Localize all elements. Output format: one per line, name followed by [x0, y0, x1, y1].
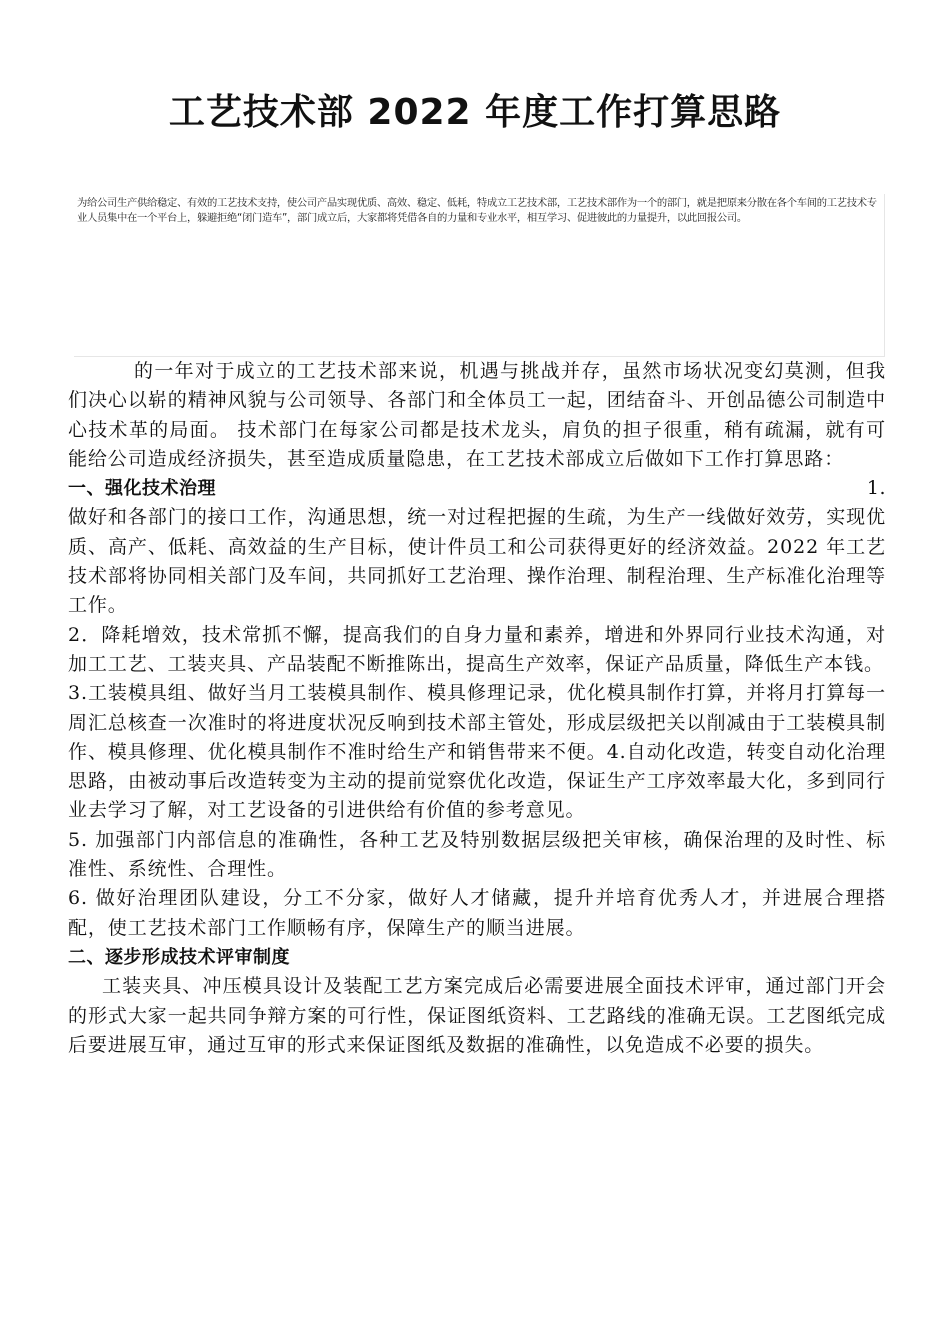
section2-heading-row [68, 943, 886, 972]
section1-item5: 5. 加强部门内部信息的准确性，各种工艺及特别数据层级把关审核，确保治理的及时性、标准性、系统性、合理性。 [68, 828, 886, 881]
section1-item3-4: 3.工装模具组、做好当月工装模具制作、模具修理记录，优化模具制作打算，并将月打算每一周汇总核查一次准时的将进度状况反响到技术部主管处，形成层级把关以削减由于工装模具制作、模具修理、优化模具制作不准时给生产和销售带来不便。4.自动化改造，转变自动化治理思路，由被动事后改造转变为主动的提前觉察优化改造，保证生产工序效率最大化，多到同行业去学习了解，对工艺设备的引进供给有价值的参考意见。 [68, 682, 886, 822]
section1-heading-row [68, 474, 886, 503]
opening-paragraph: 的一年对于成立的工艺技术部来说，机遇与挑战并存，虽然市场状况变幻莫测，但我们决心以崭的精神风貌与公司领导、各部门和全体员工一起，团结奋斗、开创品德公司制造中心技术革的局面。 技术部门在每家公司都是技术龙头，肩负的担子很重，稍有疏漏，就有可能给公司造成经济损失，甚至造成质量隐患，在工艺技术部成立后做如下工作打算思路： [68, 360, 886, 470]
intro-text-box [74, 194, 885, 357]
section2-paragraph: 工装夹具、冲压模具设计及装配工艺方案完成后必需要进展全面技术评审，通过部门开会的形式大家一起共同争辩方案的可行性，保证图纸资料、工艺路线的准确无误。工艺图纸完成后要进展互审，通过互审的形式来保证图纸及数据的准确性，以免造成不必要的损失。 [68, 975, 886, 1056]
intro-paragraph: 为给公司生产供给稳定、有效的工艺技术支持，使公司产品实现优质、高效、稳定、低耗，特成立工艺技术部，工艺技术部作为一个的部门，就是把原来分散在各个车间的工艺技术专业人员集中在一个平台上，躲避拒绝“闭门造车”，部门成立后，大家都将凭借各自的力量和专业水平，相互学习、促进彼此的力量提升，以此回报公司。 [77, 197, 877, 224]
section1-item1: 做好和各部门的接口工作，沟通思想，统一对过程把握的生疏，为生产一线做好效劳，实现优质、高产、低耗、高效益的生产目标，使计件员工和公司获得更好的经济效益。2022 年工艺技术部将协同相关部门及车间，共同抓好工艺治理、操作治理、制程治理、生产标准化治理等工作。 [68, 506, 886, 617]
section1-heading: 一、强化技术治理 [68, 478, 216, 500]
section1-item2: 2．降耗增效，技术常抓不懈，提高我们的自身力量和素养，增进和外界同行业技术沟通，对加工工艺、工装夹具、产品装配不断推陈出，提高生产效率，保证产品质量，降低生产本钱。 [68, 623, 886, 675]
document-title: 工艺技术部 2022 年度工作打算思路 [168, 92, 782, 133]
section1-item6: 6. 做好治理团队建设，分工不分家，做好人才储藏，提升并培育优秀人才，并进展合理搭配，使工艺技术部门工作顺畅有序，保障生产的顺当进展。 [68, 887, 886, 939]
document-body [68, 357, 886, 1060]
section1-item1-number: 1. [866, 477, 886, 500]
section2-heading: 二、逐步形成技术评审制度 [68, 946, 290, 968]
